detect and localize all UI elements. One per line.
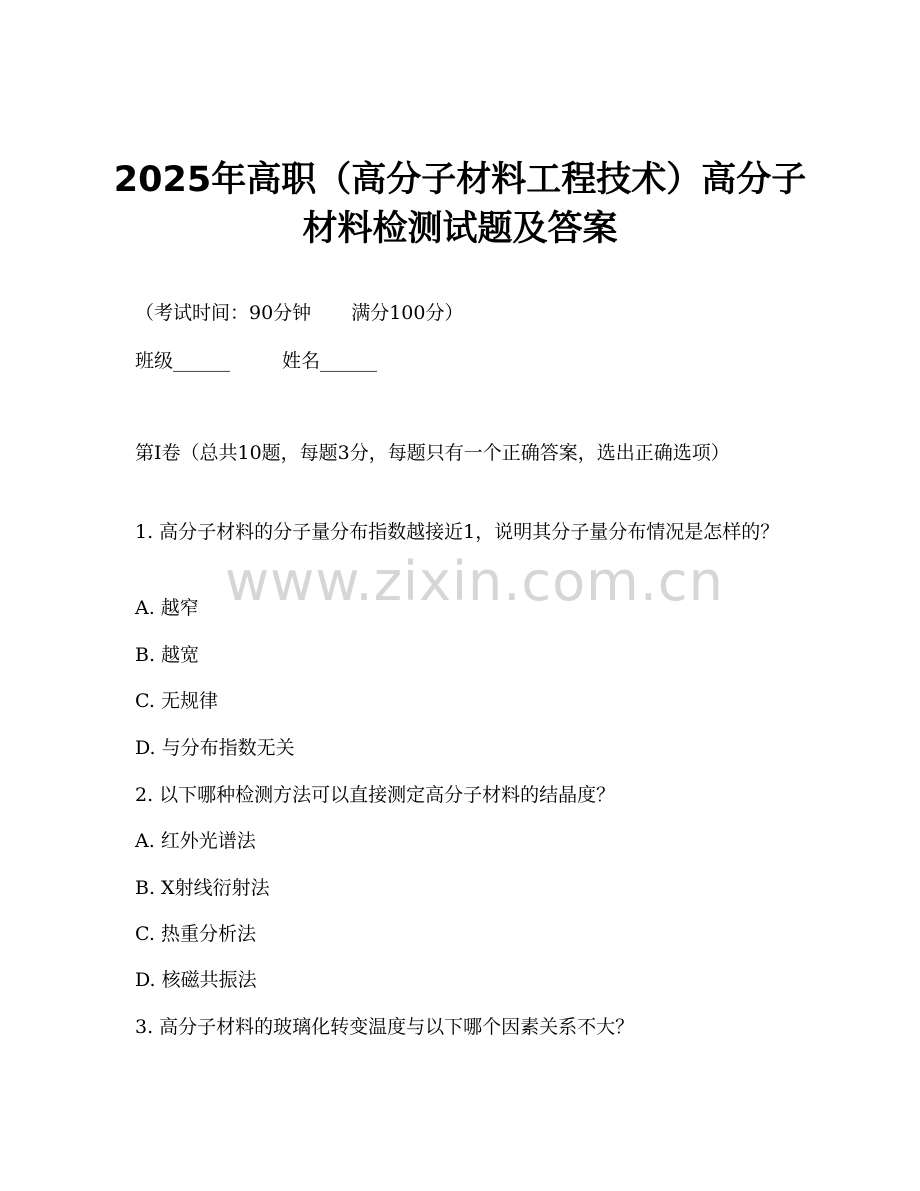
question-1-stem: 1. 高分子材料的分子量分布指数越接近1，说明其分子量分布情况是怎样的？ [135,521,780,543]
question-3-stem: 3. 高分子材料的玻璃化转变温度与以下哪个因素关系不大？ [135,1016,635,1038]
question-1-option-b: B. 越宽 [135,644,200,666]
document-title-line-2: 材料检测试题及答案 [302,209,618,249]
question-1-option-a: A. 越窄 [135,597,199,619]
watermark: www.zixin.com.cn [225,550,724,613]
full-score: 满分100分） [351,302,464,324]
question-1-option-c: C. 无规律 [135,690,218,712]
name-field: 姓名______ [282,350,378,372]
question-2-option-d: D. 核磁共振法 [135,969,257,991]
question-2-option-a: A. 红外光谱法 [135,830,256,852]
exam-info [135,296,785,330]
question-2-stem: 2. 以下哪种检测方法可以直接测定高分子材料的结晶度？ [135,784,616,806]
class-field: 班级______ [135,350,231,372]
question-2-option-b: B. X射线衍射法 [135,877,270,899]
question-2-option-c: C. 热重分析法 [135,923,256,945]
document-title-line-1: 2025年高职（高分子材料工程技术）高分子 [113,160,807,200]
exam-time: （考试时间：90分钟 [135,302,312,324]
section-header: 第Ⅰ卷（总共10题，每题3分，每题只有一个正确答案，选出正确选项） [135,442,730,464]
student-info [135,344,785,378]
question-1-option-d: D. 与分布指数无关 [135,737,295,759]
